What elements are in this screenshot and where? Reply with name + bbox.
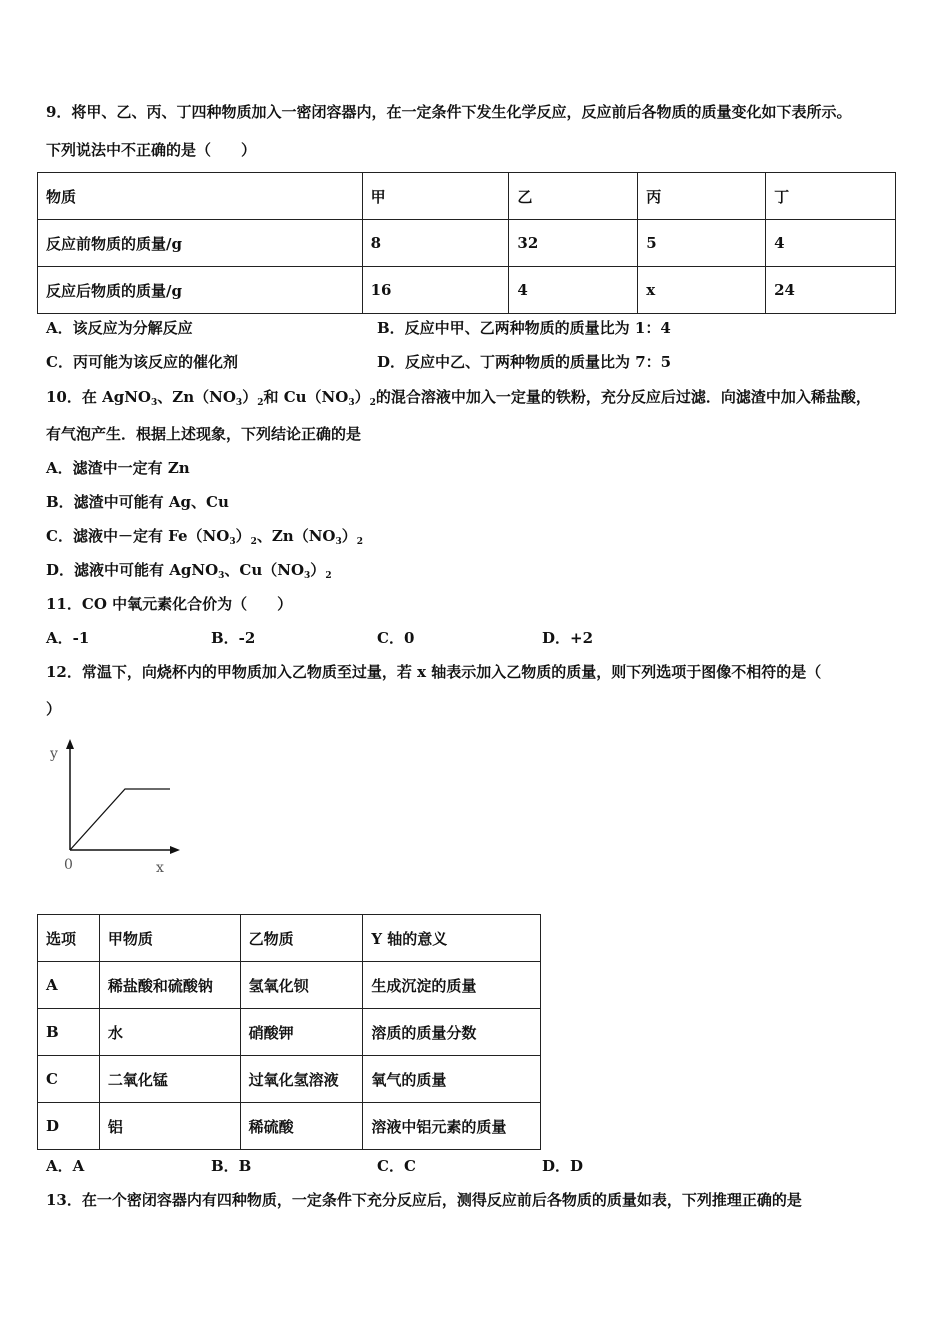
- table-cell: B: [38, 1009, 100, 1056]
- table-cell: 生成沉淀的质量: [363, 962, 541, 1009]
- table-row: [38, 267, 896, 314]
- q10-stem-line2: 有气泡产生．根据上述现象，下列结论正确的是: [46, 425, 362, 443]
- table-cell: A: [38, 962, 100, 1009]
- q9-table: [37, 172, 896, 314]
- table-cell: 4: [766, 220, 896, 267]
- table-cell: C: [38, 1056, 100, 1103]
- q9-option-d[interactable]: D．反应中乙、丁两种物质的质量比为 7：5: [377, 353, 672, 371]
- q12-table: [37, 914, 541, 1150]
- table-cell: 反应前物质的质量/g: [38, 220, 363, 267]
- q10-option-d[interactable]: D．滤液中可能有 AgNO$_3$、$Cu(NO_3)_2$: [46, 561, 332, 581]
- q10-option-a[interactable]: A．滤渣中一定有 Zn: [46, 459, 190, 477]
- table-cell: 5: [638, 220, 766, 267]
- x-axis-arrow-icon: [170, 846, 180, 854]
- table-cell: 8: [362, 220, 509, 267]
- q11-option-a[interactable]: A．-1: [46, 629, 90, 647]
- table-cell: D: [38, 1103, 100, 1150]
- table-cell: 32: [509, 220, 638, 267]
- q9-stem-line2: 下列说法中不正确的是（ ）: [46, 141, 257, 159]
- q9-stem-line1: 9．将甲、乙、丙、丁四种物质加入一密闭容器内，在一定条件下发生化学反应，反应前后各物质的质量变化如下表所示。: [46, 103, 852, 121]
- table-row: [38, 1009, 541, 1056]
- table-row: [38, 962, 541, 1009]
- table-cell: 选项: [38, 915, 100, 962]
- table-header-row: [38, 915, 541, 962]
- table-row: [38, 1103, 541, 1150]
- table-cell: 乙物质: [240, 915, 363, 962]
- q12-graph: [40, 735, 190, 880]
- q12-option-b[interactable]: B．B: [211, 1157, 252, 1175]
- table-cell: Y 轴的意义: [363, 915, 541, 962]
- q11-option-b[interactable]: B．-2: [211, 629, 256, 647]
- x-axis-label: x: [156, 860, 164, 876]
- table-cell: 溶液中铝元素的质量: [363, 1103, 541, 1150]
- q9-option-c[interactable]: C．丙可能为该反应的催化剂: [46, 353, 238, 371]
- q9-option-b[interactable]: B．反应中甲、乙两种物质的质量比为 1：4: [377, 319, 671, 337]
- table-cell: 丁: [766, 173, 896, 220]
- table-cell: 反应后物质的质量/g: [38, 267, 363, 314]
- table-cell: 乙: [509, 173, 638, 220]
- y-axis-label: y: [50, 746, 58, 762]
- table-cell: 二氧化锰: [99, 1056, 240, 1103]
- q12-option-c[interactable]: C．C: [377, 1157, 416, 1175]
- q12-option-d[interactable]: D．D: [542, 1157, 584, 1175]
- q10-option-c[interactable]: C．滤液中－定有 $Fe(NO_3)_2$、$Zn(NO_3)_2$: [46, 527, 364, 547]
- table-cell: x: [638, 267, 766, 314]
- origin-label: 0: [64, 857, 73, 873]
- table-cell: 水: [99, 1009, 240, 1056]
- table-row: [38, 220, 896, 267]
- table-cell: 稀盐酸和硫酸钠: [99, 962, 240, 1009]
- table-cell: 氢氧化钡: [240, 962, 363, 1009]
- table-cell: 溶质的质量分数: [363, 1009, 541, 1056]
- table-cell: 氧气的质量: [363, 1056, 541, 1103]
- graph-curve: [70, 789, 170, 850]
- table-cell: 4: [509, 267, 638, 314]
- q12-stem-line1: 12．常温下，向烧杯内的甲物质加入乙物质至过量，若 x 轴表示加入乙物质的质量，则下列选项于图像不相符的是（: [46, 663, 822, 681]
- table-cell: 甲: [362, 173, 509, 220]
- table-cell: 稀硫酸: [240, 1103, 363, 1150]
- table-cell: 过氧化氢溶液: [240, 1056, 363, 1103]
- y-axis-arrow-icon: [66, 739, 74, 749]
- q9-option-a[interactable]: A．该反应为分解反应: [46, 319, 193, 337]
- q10-option-b[interactable]: B．滤渣中可能有 Ag、Cu: [46, 493, 229, 511]
- table-cell: 16: [362, 267, 509, 314]
- q12-stem-line2: ）: [46, 700, 62, 718]
- table-row: [38, 1056, 541, 1103]
- table-header-row: [38, 173, 896, 220]
- table-cell: 甲物质: [99, 915, 240, 962]
- table-cell: 丙: [638, 173, 766, 220]
- q13-stem: 13．在一个密闭容器内有四种物质，一定条件下充分反应后，测得反应前后各物质的质量如表，下列推理正确的是: [46, 1191, 802, 1209]
- table-cell: 24: [766, 267, 896, 314]
- table-cell: 物质: [38, 173, 363, 220]
- table-cell: 硝酸钾: [240, 1009, 363, 1056]
- table-cell: 铝: [99, 1103, 240, 1150]
- q11-stem: 11．CO 中氧元素化合价为（ ）: [46, 595, 293, 613]
- q11-option-c[interactable]: C．0: [377, 629, 415, 647]
- q10-stem-line1: 10．在 AgNO$_3$、$Zn(NO_3)_2$和 $Cu(NO_3)_2$的混合溶液中加入一定量的铁粉，充分反应后过滤．向滤渣中加入稀盐酸，: [46, 388, 871, 408]
- q11-option-d[interactable]: D．+2: [542, 629, 594, 647]
- q12-option-a[interactable]: A．A: [46, 1157, 85, 1175]
